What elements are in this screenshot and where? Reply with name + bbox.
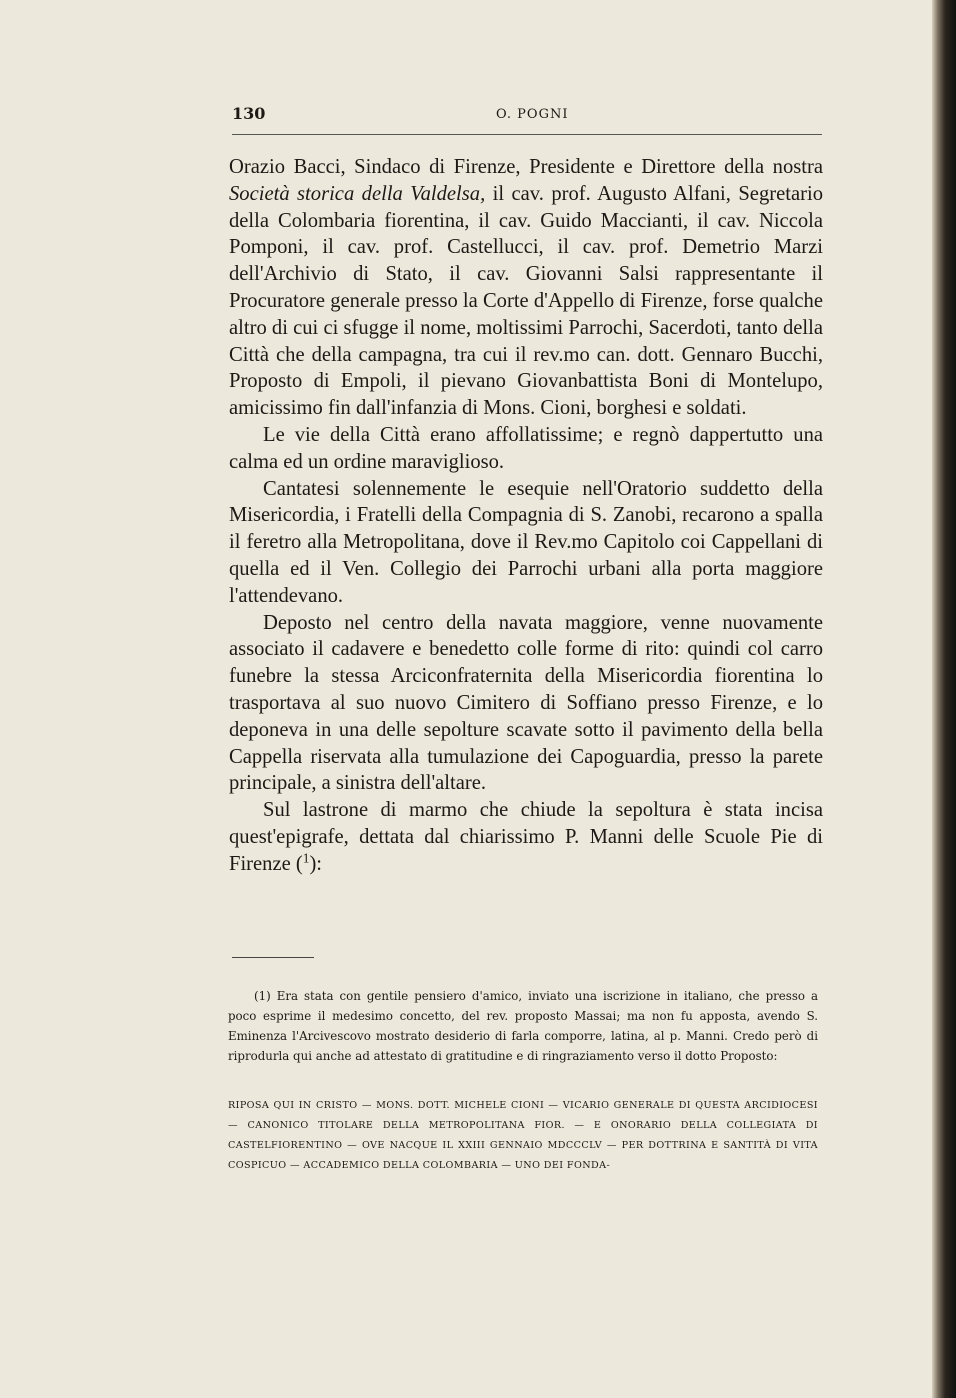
paragraph-1-end: il cav. prof. Augusto Alfani, Segretario della Colombaria fiorentina, il cav. Guido Maccianti, il cav. Niccola Pomponi, il cav. prof. Castellucci, il cav. prof. Demetrio Marzi dell'Archivio di Stato, il cav. Giovanni Salsi rappresentante il Procuratore generale presso la Corte d'Appello di Firenze, forse qualche altro di cui ci sfugge il nome, moltissimi Parrochi, Sacerdoti, tanto della Città che della campagna, tra cui il rev.mo can. dott. Gennaro Bucchi, Proposto di Empoli, il pievano Giovanbattista Boni di Montelupo, amicissimo fin dall'infanzia di Mons. Cioni, borghesi e soldati. xyxy=(229,182,823,420)
header-rule xyxy=(232,134,822,135)
paragraph-2: Le vie della Città erano affollatissime; e regnò dappertutto una calma ed un ordine maraviglioso. xyxy=(229,423,823,473)
page-header xyxy=(232,104,822,132)
running-head: O. POGNI xyxy=(496,107,569,122)
paragraph-5-text: Sul lastrone di marmo che chiude la sepoltura è stata incisa quest'epigrafe, dettata dal chiarissimo P. Manni delle Scuole Pie di Firenze ( xyxy=(229,799,823,875)
paragraph-5-end: ): xyxy=(309,852,323,875)
footnote-reference: 1 xyxy=(302,850,310,866)
footnote-rule xyxy=(232,957,314,958)
footnote xyxy=(228,986,818,1066)
paragraph-1-start: Orazio Bacci, Sindaco di Firenze, Presidente e Direttore della nostra xyxy=(229,156,823,178)
paragraph-3: Cantatesi solennemente le esequie nell'Oratorio suddetto della Misericordia, i Fratelli della Compagnia di S. Zanobi, recarono a spalla il feretro alla Metropolitana, dove il Rev.mo Capitolo coi Cappellani di quella ed il Ven. Collegio dei Parrochi urbani alla porta maggiore l'attendevano. xyxy=(229,477,823,607)
society-name: Società storica della Valdelsa, xyxy=(229,182,486,205)
body-text xyxy=(229,154,823,878)
paragraph-1 xyxy=(229,154,823,422)
paragraph-4: Deposto nel centro della navata maggiore, venne nuovamente associato il cadavere e benedetto colle forme di rito: quindi col carro funebre la stessa Arciconfraternita della Misericordia fiorentina lo trasportava al suo nuovo Cimitero di Soffiano presso Firenze, e lo deponeva in una delle sepolture scavate sotto il pavimento della bella Cappella riservata alla tumulazione dei Capoguardia, presso la parete principale, a sinistra dell'altare. xyxy=(229,611,823,795)
paragraph-5 xyxy=(229,797,823,877)
footnote-epigraph: RIPOSA QUI IN CRISTO — MONS. DOTT. MICHELE CIONI — VICARIO GENERALE DI QUESTA ARCIDIOCESI — CANONICO TITOLARE DELLA METROPOLITANA FIOR. — E ONORARIO DELLA COLLEGIATA DI CASTELFIORENTINO — OVE NACQUE IL XXIII GENNAIO MDCCCLV — PER DOTTRINA E SANTITÀ DI VITA COSPICUO — ACCADEMICO DELLA COLOMBARIA — UNO DEI FONDA- xyxy=(228,1100,818,1171)
page-number: 130 xyxy=(232,104,266,123)
book-spine-edge xyxy=(932,0,956,1398)
footnote-paragraph xyxy=(228,986,818,1066)
footnote-text: Era stata con gentile pensiero d'amico, inviato una iscrizione in italiano, che presso a poco esprime il medesimo concetto, del rev. proposto Massai; ma non fu apposta, avendo S. Eminenza l'Arcivescovo mostrato desiderio di farla comporre, latina, al p. Manni. Credo però di riprodurla qui anche ad attestato di gratitudine e di ringraziamento verso il dotto Proposto: xyxy=(228,989,818,1063)
footnote-marker: (1) xyxy=(254,989,271,1003)
